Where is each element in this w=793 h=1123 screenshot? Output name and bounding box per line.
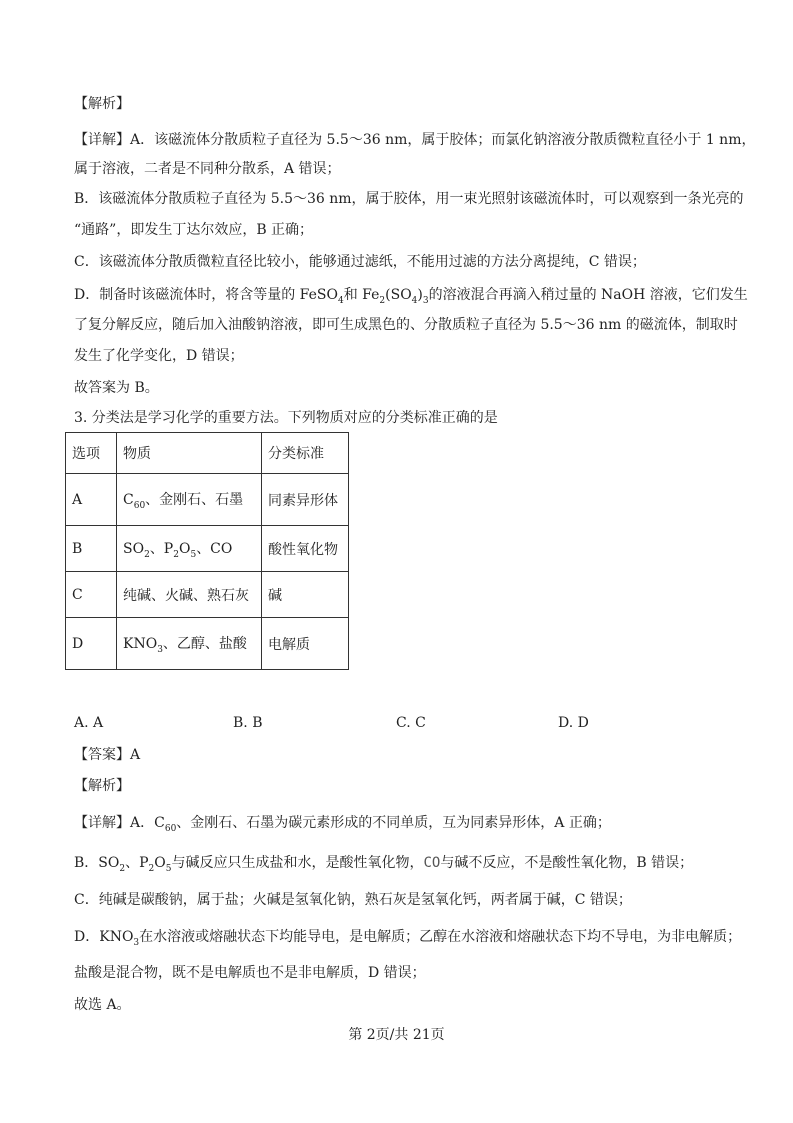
formula: SO bbox=[123, 540, 145, 557]
option-a: A. A bbox=[74, 715, 104, 731]
substance-text: 、CO bbox=[196, 540, 233, 557]
d-text-e: 的溶液混合再滴入稍过量的 NaOH 溶液，它们发生 bbox=[428, 287, 748, 303]
formula-sub: 5 bbox=[190, 549, 197, 560]
detail-text: B． bbox=[74, 855, 99, 871]
explain-line-7: 了复分解反应，随后加入油酸钠溶液，即可生成黑色的、分散质粒子直径为 5.5～36 nm 的磁流体，制取时 bbox=[74, 317, 738, 333]
table-header: 选项 bbox=[66, 433, 117, 474]
table-cell-standard: 酸性氧化物 bbox=[262, 526, 349, 572]
formula-sub: 2 bbox=[144, 549, 150, 560]
detail-text: 【详解】A． bbox=[74, 815, 155, 831]
formula: SO bbox=[98, 855, 120, 871]
analysis-heading-2: 【解析】 bbox=[74, 778, 130, 794]
detail-b bbox=[74, 853, 734, 879]
table-row bbox=[66, 474, 349, 526]
formula-sub: 60 bbox=[164, 823, 177, 834]
detail-d-cont: 盐酸是混合物，既不是电解质也不是非电解质，D 错误； bbox=[74, 965, 426, 981]
d-text-c: (SO bbox=[385, 287, 412, 303]
table-header-row bbox=[66, 433, 349, 474]
detail-a bbox=[74, 813, 734, 839]
table-header: 分类标准 bbox=[262, 433, 349, 474]
explain-line-5: C．该磁流体分散质微粒直径比较小，能够通过滤纸，不能用过滤的方法分离提纯，C 错误； bbox=[74, 254, 646, 270]
option-c: C. C bbox=[396, 715, 426, 731]
substance-text: 、乙醇、盐酸 bbox=[162, 635, 247, 652]
table-cell-option: A bbox=[66, 474, 117, 526]
classification-table bbox=[65, 432, 349, 670]
explain-line-8: 发生了化学变化，D 错误； bbox=[74, 348, 244, 364]
option-b: B. B bbox=[233, 715, 263, 731]
formula: CO bbox=[423, 855, 441, 871]
sub-4: 4 bbox=[337, 295, 344, 306]
explain-line-3: B．该磁流体分散质粒子直径为 5.5～36 nm，属于胶体，用一束光照射该磁流体时，可以观察到一条光亮的 bbox=[74, 191, 744, 207]
explain-line-1: 【详解】A．该磁流体分散质粒子直径为 5.5～36 nm，属于胶体；而氯化钠溶液分散质微粒直径小于 1 nm， bbox=[74, 132, 756, 148]
table-cell-substance bbox=[117, 474, 262, 526]
substance-text: 、金刚石、石墨 bbox=[145, 491, 244, 508]
detail-text: 与碱反应只生成盐和水，是酸性氧化物， bbox=[171, 855, 424, 871]
formula-sub: 3 bbox=[157, 644, 163, 655]
d-text-a: D．制备时该磁流体时，将含等量的 FeSO bbox=[74, 287, 338, 303]
explain-line-2: 属于溶液，二者是不同种分散系，A 错误； bbox=[74, 161, 341, 177]
answer-line: 故答案为 B。 bbox=[74, 380, 159, 396]
table-cell-standard: 碱 bbox=[262, 572, 349, 618]
d-text-b: 和 Fe bbox=[343, 287, 380, 303]
table-cell-standard: 电解质 bbox=[262, 618, 349, 670]
option-d: D. D bbox=[558, 715, 589, 731]
detail-text: D． bbox=[74, 929, 100, 945]
table-cell-substance bbox=[117, 618, 262, 670]
detail-d bbox=[74, 927, 742, 953]
formula: C bbox=[154, 815, 165, 831]
table-cell-option: B bbox=[66, 526, 117, 572]
table-row bbox=[66, 618, 349, 670]
formula-sub: 2 bbox=[173, 549, 179, 560]
question-3: 3. 分类法是学习化学的重要方法。下列物质对应的分类标准正确的是 bbox=[74, 410, 498, 426]
formula: KNO bbox=[99, 929, 134, 945]
formula-sub: 60 bbox=[133, 500, 146, 511]
table-row bbox=[66, 526, 349, 572]
table-header: 物质 bbox=[117, 433, 262, 474]
detail-text: 与碱不反应，不是酸性氧化物，B 错误； bbox=[440, 855, 694, 871]
table-cell-standard: 同素异形体 bbox=[262, 474, 349, 526]
sub-4b: 4 bbox=[411, 295, 418, 306]
page-footer: 第 2页/共 21页 bbox=[348, 1027, 445, 1043]
formula: 、P bbox=[125, 855, 149, 871]
d-text-d: ) bbox=[417, 287, 423, 303]
explain-line-6 bbox=[74, 285, 748, 311]
table-cell-option: D bbox=[66, 618, 117, 670]
table-cell-option: C bbox=[66, 572, 117, 618]
detail-text: 在水溶液或熔融状态下均能导电，是电解质；乙醇在水溶液和熔融状态下均不导电，为非电解质； bbox=[139, 929, 742, 945]
formula: C bbox=[123, 491, 134, 508]
substance-text: 、P bbox=[149, 540, 174, 557]
final-answer: 故选 A。 bbox=[74, 997, 131, 1013]
sub-3: 3 bbox=[422, 295, 429, 306]
detail-text: 、金刚石、石墨为碳元素形成的不同单质，互为同素异形体，A 正确； bbox=[176, 815, 611, 831]
table-cell-substance bbox=[117, 526, 262, 572]
detail-c: C．纯碱是碳酸钠，属于盐；火碱是氢氧化钠，熟石灰是氢氧化钙，两者属于碱，C 错误； bbox=[74, 892, 632, 908]
formula: O bbox=[178, 540, 191, 557]
analysis-heading: 【解析】 bbox=[74, 96, 130, 112]
formula: KNO bbox=[123, 635, 158, 652]
formula-sub: 2 bbox=[148, 863, 155, 874]
formula-sub: 3 bbox=[133, 937, 140, 948]
explain-line-4: “通路”，即发生丁达尔效应，B 正确； bbox=[74, 222, 314, 238]
formula-sub: 2 bbox=[119, 863, 126, 874]
table-cell-substance: 纯碱、火碱、熟石灰 bbox=[117, 572, 262, 618]
answer-label: 【答案】A bbox=[74, 747, 141, 763]
table-row bbox=[66, 572, 349, 618]
sub-2: 2 bbox=[379, 295, 386, 306]
formula-sub: 5 bbox=[165, 863, 172, 874]
formula: O bbox=[154, 855, 166, 871]
